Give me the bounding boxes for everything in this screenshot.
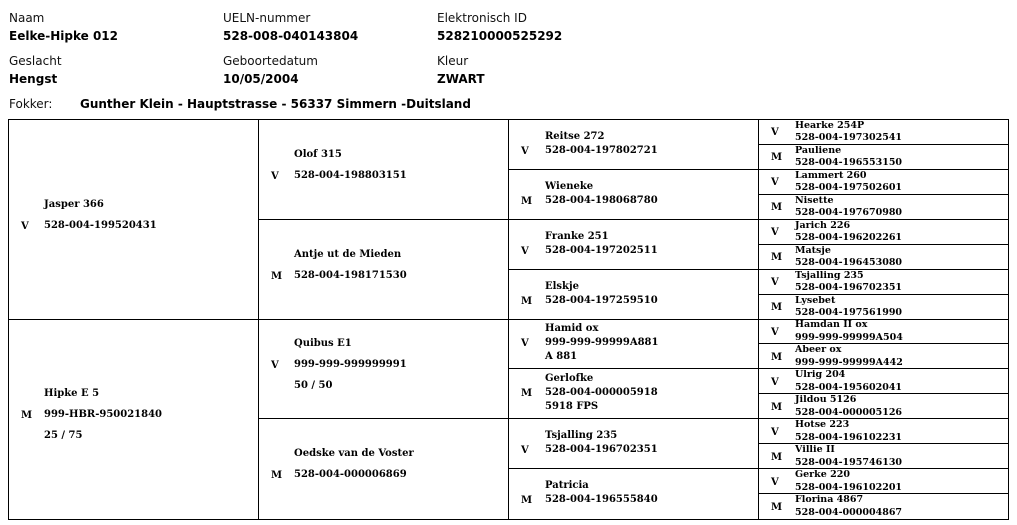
ueln-value: 528-008-040143804 — [223, 29, 359, 43]
sex-marker: V — [771, 476, 779, 488]
ueln-number: 528-004-197502601 — [795, 182, 903, 194]
ueln-number: 528-004-196702351 — [545, 444, 658, 456]
geboortedatum-value: 10/05/2004 — [223, 72, 299, 86]
kleur-label: Kleur — [437, 54, 469, 68]
ueln-number: 528-004-000005126 — [795, 406, 903, 418]
sex-marker: M — [521, 388, 533, 400]
pedigree-cell-gen4 — [759, 369, 1008, 394]
horse-name: Gerlofke — [545, 373, 594, 385]
sex-marker: M — [771, 152, 783, 164]
horse-name: Olof 315 — [294, 148, 342, 160]
sex-marker: M — [771, 501, 783, 513]
sex-marker: V — [771, 376, 779, 388]
extra-info: 25 / 75 — [44, 429, 83, 441]
ueln-number: 528-004-197561990 — [795, 307, 903, 319]
ueln-number: 999-999-99999A881 — [545, 337, 659, 349]
sex-marker: M — [271, 270, 283, 282]
ueln-number: 528-004-197202511 — [545, 244, 658, 256]
ueln-number: 528-004-196102201 — [795, 481, 903, 493]
sex-marker: M — [771, 252, 783, 264]
pedigree-cell-gen4 — [759, 295, 1008, 320]
pedigree-cell-gen2 — [259, 220, 509, 320]
fokker-value: Gunther Klein - Hauptstrasse - 56337 Simmern -Duitsland — [80, 97, 471, 111]
horse-name: Jasper 366 — [44, 198, 104, 210]
sex-marker: M — [771, 302, 783, 314]
ueln-number: 528-004-199520431 — [44, 219, 157, 231]
sex-marker: M — [771, 451, 783, 463]
pedigree-cell-gen3 — [509, 120, 759, 170]
horse-name: Antje ut de Mieden — [294, 248, 402, 260]
pedigree-cell-gen4 — [759, 494, 1008, 519]
sex-marker: M — [521, 495, 533, 507]
horse-name: Hearke 254P — [795, 119, 865, 131]
sex-marker: M — [521, 195, 533, 207]
pedigree-cell-gen2 — [259, 419, 509, 519]
sex-marker: M — [21, 409, 33, 421]
sex-marker: V — [771, 127, 779, 139]
horse-name: Ulrig 204 — [795, 369, 846, 381]
ueln-number: 528-004-198803151 — [294, 169, 407, 181]
sex-marker: M — [771, 202, 783, 214]
ueln-number: 528-004-000006869 — [294, 469, 407, 481]
horse-name: Tsjalling 235 — [545, 430, 618, 442]
horse-name: Nisette — [795, 194, 834, 206]
sex-marker: V — [21, 220, 29, 232]
ueln-number: 528-004-197802721 — [545, 144, 658, 156]
pedigree-cell-gen4 — [759, 245, 1008, 270]
ueln-number: 528-004-196453080 — [795, 257, 903, 269]
pedigree-cell-gen3 — [509, 469, 759, 519]
sex-marker: M — [521, 295, 533, 307]
pedigree-cell-gen4 — [759, 195, 1008, 220]
fokker-label: Fokker: — [9, 97, 53, 111]
sex-marker: V — [771, 227, 779, 239]
horse-name: Elskje — [545, 280, 579, 292]
horse-name: Villie II — [795, 444, 835, 456]
kleur-value: ZWART — [437, 72, 485, 86]
horse-name: Abeer ox — [795, 344, 842, 356]
ueln-label: UELN-nummer — [223, 11, 311, 25]
pedigree-cell-gen4 — [759, 170, 1008, 195]
horse-name: Tsjalling 235 — [795, 269, 864, 281]
pedigree-cell-gen4 — [759, 220, 1008, 245]
ueln-number: 528-004-196553150 — [795, 157, 903, 169]
sex-marker: V — [521, 145, 529, 157]
pedigree-cell-gen4 — [759, 344, 1008, 369]
pedigree-cell-gen2 — [259, 120, 509, 220]
naam-value: Eelke-Hipke 012 — [9, 29, 118, 43]
ueln-number: 528-004-196555840 — [545, 494, 658, 506]
horse-name: Lammert 260 — [795, 169, 867, 181]
extra-info: 5918 FPS — [545, 401, 599, 413]
pedigree-table — [8, 119, 1009, 520]
ueln-number: 528-004-197259510 — [545, 294, 658, 306]
pedigree-cell-gen3 — [509, 270, 759, 320]
sex-marker: V — [771, 326, 779, 338]
ueln-number: 528-004-195746130 — [795, 456, 903, 468]
ueln-number: 528-004-198068780 — [545, 194, 658, 206]
pedigree-cell-gen1 — [9, 320, 259, 520]
pedigree-cell-gen4 — [759, 320, 1008, 345]
horse-name: Hotse 223 — [795, 419, 850, 431]
horse-name: Franke 251 — [545, 230, 609, 242]
geboortedatum-label: Geboortedatum — [223, 54, 318, 68]
ueln-number: 999-999-99999A442 — [795, 356, 903, 368]
ueln-number: 528-004-198171530 — [294, 269, 407, 281]
pedigree-cell-gen1 — [9, 120, 259, 320]
sex-marker: V — [771, 426, 779, 438]
pedigree-cell-gen3 — [509, 170, 759, 220]
extra-info: 50 / 50 — [294, 379, 333, 391]
horse-name: Gerke 220 — [795, 469, 850, 481]
pedigree-cell-gen4 — [759, 145, 1008, 170]
pedigree-cell-gen4 — [759, 120, 1008, 145]
horse-name: Hamdan II ox — [795, 319, 868, 331]
sex-marker: M — [271, 470, 283, 482]
naam-label: Naam — [9, 11, 45, 25]
sex-marker: V — [271, 359, 279, 371]
eid-label: Elektronisch ID — [437, 11, 527, 25]
pedigree-cell-gen3 — [509, 320, 759, 370]
geslacht-value: Hengst — [9, 72, 58, 86]
sex-marker: M — [771, 401, 783, 413]
ueln-number: 528-004-195602041 — [795, 381, 903, 393]
sex-marker: V — [771, 177, 779, 189]
sex-marker: V — [521, 245, 529, 257]
horse-name: Florina 4867 — [795, 494, 864, 506]
horse-name: Oedske van de Voster — [294, 448, 414, 460]
horse-name: Matsje — [795, 244, 831, 256]
horse-name: Wieneke — [545, 180, 594, 192]
horse-name: Hipke E 5 — [44, 387, 100, 399]
ueln-number: 528-004-196102231 — [795, 431, 903, 443]
horse-name: Patricia — [545, 480, 589, 492]
sex-marker: M — [771, 351, 783, 363]
pedigree-cell-gen4 — [759, 270, 1008, 295]
horse-name: Pauliene — [795, 144, 842, 156]
horse-name: Jarich 226 — [795, 219, 851, 231]
ueln-number: 528-004-197302541 — [795, 132, 903, 144]
sex-marker: V — [771, 277, 779, 289]
ueln-number: 528-004-000005918 — [545, 387, 658, 399]
horse-name: Jildou 5126 — [795, 394, 857, 406]
extra-info: A 881 — [545, 351, 578, 363]
horse-name: Reitse 272 — [545, 130, 605, 142]
ueln-number: 528-004-000004867 — [795, 506, 903, 518]
ueln-number: 528-004-196702351 — [795, 282, 903, 294]
pedigree-cell-gen3 — [509, 419, 759, 469]
pedigree-cell-gen3 — [509, 369, 759, 419]
pedigree-cell-gen4 — [759, 394, 1008, 419]
pedigree-cell-gen4 — [759, 419, 1008, 444]
pedigree-cell-gen4 — [759, 444, 1008, 469]
eid-value: 528210000525292 — [437, 29, 563, 43]
ueln-number: 528-004-196202261 — [795, 232, 903, 244]
sex-marker: V — [521, 445, 529, 457]
geslacht-label: Geslacht — [9, 54, 62, 68]
sex-marker: V — [521, 338, 529, 350]
horse-name: Hamid ox — [545, 323, 599, 335]
sex-marker: V — [271, 170, 279, 182]
ueln-number: 999-HBR-950021840 — [44, 408, 163, 420]
ueln-number: 999-999-999999991 — [294, 358, 407, 370]
ueln-number: 528-004-197670980 — [795, 207, 903, 219]
pedigree-cell-gen3 — [509, 220, 759, 270]
ueln-number: 999-999-99999A504 — [795, 331, 903, 343]
horse-name: Quibus E1 — [294, 337, 352, 349]
pedigree-cell-gen2 — [259, 320, 509, 420]
horse-name: Lysebet — [795, 294, 836, 306]
pedigree-cell-gen4 — [759, 469, 1008, 494]
